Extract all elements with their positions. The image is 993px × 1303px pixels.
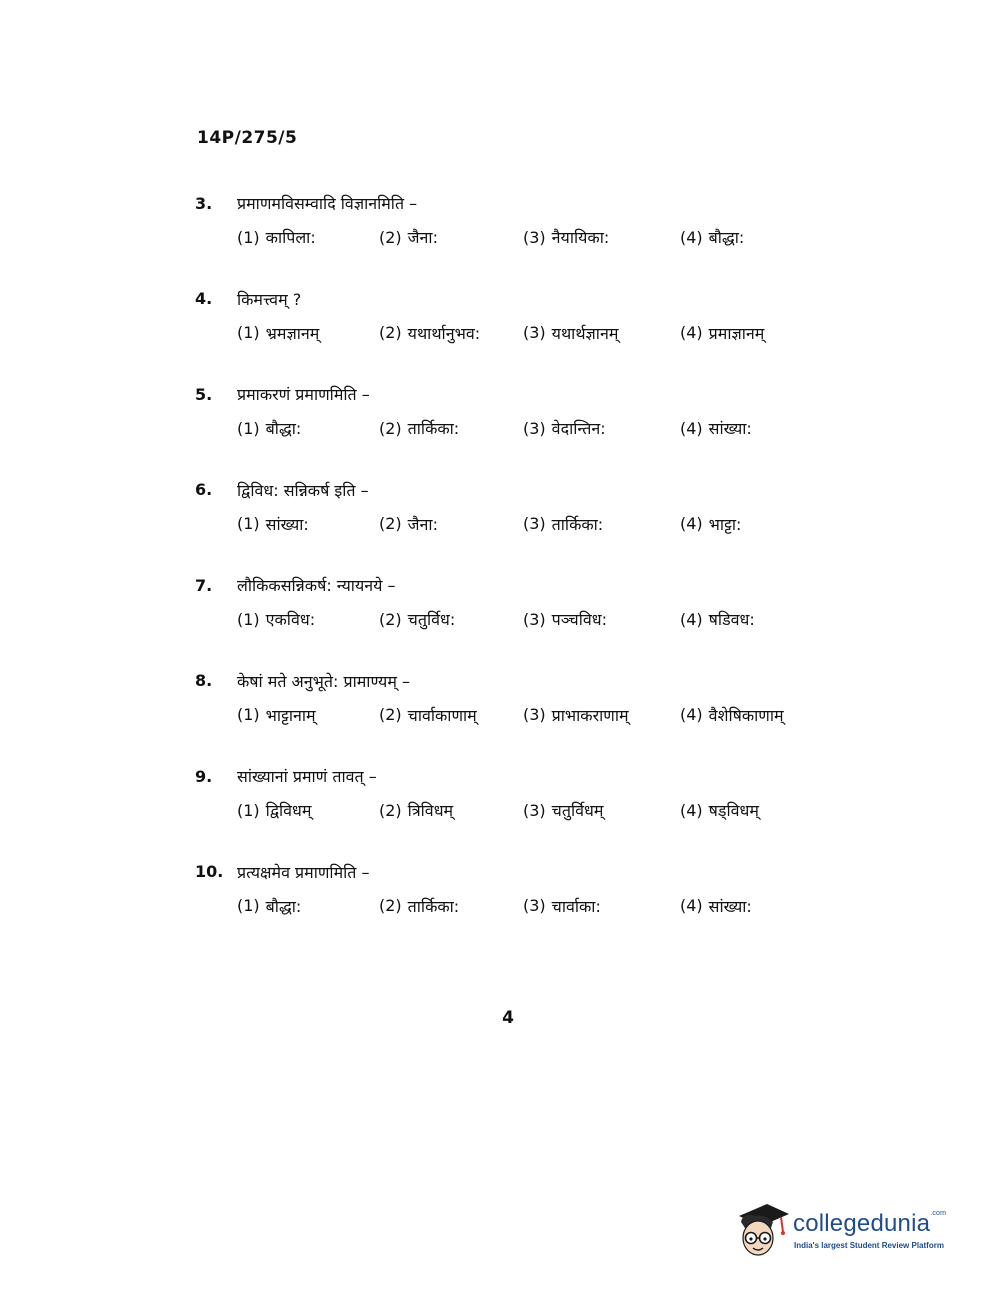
option-3 (523, 891, 601, 921)
option-1 (237, 891, 301, 921)
option-row (237, 318, 837, 348)
option-text: द्विविधम् (265, 801, 312, 820)
option-row (237, 509, 837, 539)
question-number: 8. (195, 671, 213, 690)
question-text: सांख्यानां प्रमाणं तावत् – (237, 767, 377, 786)
page-number: 4 (502, 1008, 514, 1028)
option-number: (1) (237, 800, 260, 820)
option-text: कापिला: (265, 228, 316, 247)
option-text: प्रमाज्ञानम् (708, 323, 765, 343)
question-text: केषां मते अनुभूते: प्रामाण्यम् – (237, 671, 410, 691)
option-number: (1) (237, 323, 260, 342)
option-3 (523, 700, 629, 730)
option-4 (680, 222, 744, 252)
collegedunia-watermark (733, 1196, 963, 1268)
option-number: (3) (523, 609, 546, 629)
option-1 (237, 318, 319, 348)
option-number: (2) (379, 514, 402, 533)
option-number: (1) (237, 705, 260, 724)
option-row (237, 222, 837, 252)
option-number: (4) (680, 896, 703, 915)
option-number: (3) (523, 227, 546, 247)
option-text: यथार्थानुभव: (407, 323, 481, 343)
question-stem (195, 379, 370, 409)
question-8 (195, 666, 835, 762)
option-2 (379, 604, 455, 634)
question-text: प्रमाणमविसम्वादि विज्ञानमिति – (237, 194, 418, 213)
option-2 (379, 891, 459, 921)
option-1 (237, 700, 316, 730)
option-text: भ्रमज्ञानम् (265, 323, 320, 343)
question-text: द्विविध: सन्निकर्ष इति – (237, 480, 369, 500)
option-text: चार्वाका: (551, 896, 601, 916)
option-text: त्रिविधम् (407, 801, 454, 820)
question-7 (195, 570, 835, 666)
option-row (237, 891, 837, 921)
option-number: (1) (237, 514, 260, 533)
question-number: 6. (195, 480, 213, 499)
option-number: (3) (523, 418, 546, 438)
option-text: नैयायिका: (551, 228, 610, 247)
option-number: (4) (680, 705, 703, 724)
question-stem (195, 188, 417, 218)
option-number: (1) (237, 418, 260, 438)
question-9 (195, 761, 835, 857)
question-stem (195, 761, 377, 791)
option-text: एकविध: (265, 610, 316, 629)
question-number: 3. (195, 193, 213, 213)
option-number: (3) (523, 705, 546, 724)
question-stem (195, 284, 301, 314)
option-2 (379, 700, 477, 730)
option-text: प्राभाकराणाम् (551, 705, 629, 725)
option-text: तार्किका: (407, 896, 460, 916)
question-10 (195, 857, 835, 953)
option-3 (523, 509, 603, 539)
question-stem (195, 666, 410, 696)
option-3 (523, 795, 603, 825)
option-text: तार्किका: (407, 419, 460, 438)
question-number: 4. (195, 289, 213, 308)
option-4 (680, 413, 752, 443)
option-row (237, 700, 837, 730)
option-1 (237, 604, 315, 634)
question-stem (195, 857, 370, 887)
brand-tagline: India's largest Student Review Platform (794, 1241, 944, 1250)
question-number: 5. (195, 384, 213, 404)
option-4 (680, 700, 784, 730)
option-2 (379, 413, 459, 443)
option-number: (1) (237, 609, 260, 629)
option-number: (3) (523, 896, 546, 915)
option-text: सांख्या: (265, 514, 309, 534)
option-text: सांख्या: (708, 896, 752, 916)
question-6 (195, 475, 835, 571)
option-text: भाट्टा: (708, 514, 742, 534)
student-mascot-icon (733, 1196, 791, 1264)
option-number: (2) (379, 896, 402, 915)
question-text: लौकिकसन्निकर्ष: न्यायनये – (237, 576, 396, 595)
option-text: षडिवध: (708, 610, 755, 629)
option-text: वैशेषिकाणाम् (708, 705, 784, 725)
option-text: चतुर्विध: (407, 610, 456, 629)
paper-code: 14P/275/5 (197, 128, 298, 148)
question-number: 7. (195, 575, 213, 595)
option-4 (680, 509, 741, 539)
option-4 (680, 318, 764, 348)
option-number: (4) (680, 323, 703, 342)
option-number: (4) (680, 800, 703, 820)
option-2 (379, 795, 453, 825)
option-number: (2) (379, 609, 402, 629)
option-text: जैना: (407, 514, 438, 534)
option-2 (379, 318, 480, 348)
question-4 (195, 284, 835, 380)
option-number: (2) (379, 418, 402, 438)
option-3 (523, 604, 607, 634)
option-number: (2) (379, 323, 402, 342)
option-text: चतुर्विधम् (551, 801, 604, 820)
option-text: भाट्टानाम् (265, 705, 316, 725)
option-text: बौद्धा: (265, 896, 302, 916)
option-2 (379, 222, 438, 252)
option-2 (379, 509, 438, 539)
option-row (237, 413, 837, 443)
option-1 (237, 795, 311, 825)
brand-name: collegedunia$^{.com}$ (793, 1210, 947, 1237)
option-number: (4) (680, 514, 703, 533)
option-number: (1) (237, 227, 260, 247)
option-text: तार्किका: (551, 514, 604, 534)
option-text: चार्वाकाणाम् (407, 705, 477, 725)
option-text: जैना: (407, 228, 438, 247)
option-number: (3) (523, 323, 546, 342)
option-text: वेदान्तिन: (551, 419, 606, 438)
option-1 (237, 413, 301, 443)
option-3 (523, 318, 618, 348)
option-text: सांख्या: (708, 419, 752, 438)
option-1 (237, 509, 309, 539)
question-text: प्रमाकरणं प्रमाणमिति – (237, 385, 370, 404)
question-5 (195, 379, 835, 475)
option-number: (2) (379, 705, 402, 724)
option-3 (523, 222, 609, 252)
option-text: यथार्थज्ञानम् (551, 323, 619, 343)
option-1 (237, 222, 316, 252)
option-4 (680, 795, 759, 825)
option-row (237, 604, 837, 634)
brand-dotcom: .com (930, 1210, 947, 1217)
option-3 (523, 413, 606, 443)
question-number: 9. (195, 766, 213, 786)
option-number: (3) (523, 800, 546, 820)
question-stem (195, 475, 369, 505)
option-4 (680, 604, 755, 634)
question-stem (195, 570, 395, 600)
option-text: षड्विधम् (708, 801, 759, 820)
option-number: (1) (237, 896, 260, 915)
option-text: बौद्धा: (708, 228, 745, 247)
question-list (195, 188, 835, 952)
option-4 (680, 891, 752, 921)
question-3 (195, 188, 835, 284)
option-number: (2) (379, 227, 402, 247)
question-number: 10. (195, 862, 224, 881)
option-text: पञ्चविध: (551, 610, 607, 629)
question-text: किमत्त्वम् ? (237, 289, 302, 309)
option-text: बौद्धा: (265, 419, 302, 438)
option-number: (4) (680, 227, 703, 247)
option-number: (2) (379, 800, 402, 820)
option-number: (3) (523, 514, 546, 533)
question-text: प्रत्यक्षमेव प्रमाणमिति – (237, 862, 370, 882)
option-number: (4) (680, 418, 703, 438)
option-row (237, 795, 837, 825)
option-number: (4) (680, 609, 703, 629)
